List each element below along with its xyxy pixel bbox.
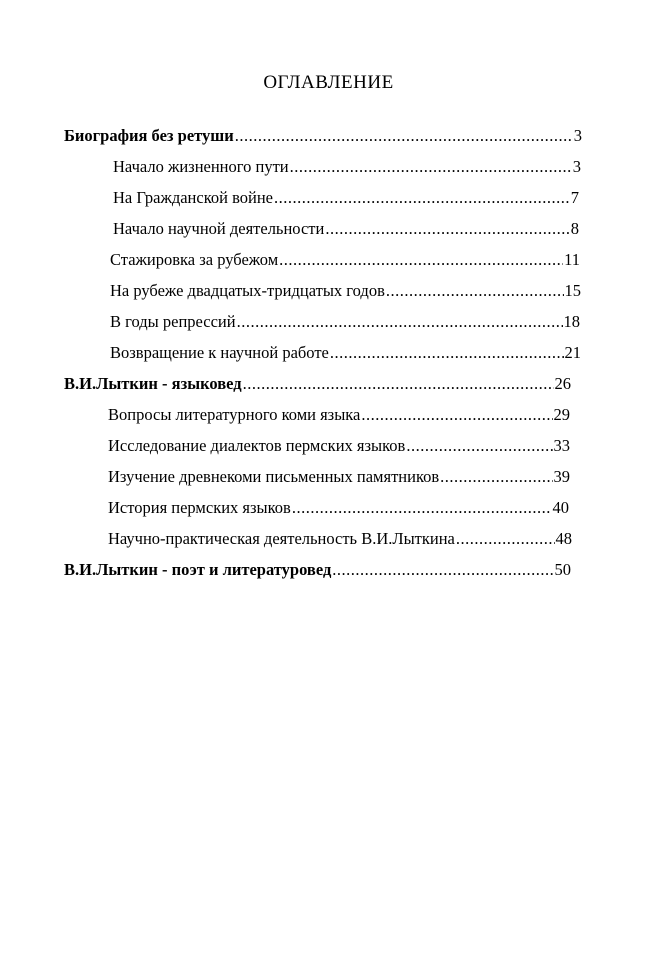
toc-entry — [108, 467, 570, 487]
toc-entry — [108, 529, 572, 549]
page-title: ОГЛАВЛЕНИЕ — [263, 72, 394, 93]
toc-leader-dots — [235, 126, 573, 146]
toc-entry-label: Исследование диалектов пермских языков — [108, 436, 406, 455]
toc-entry — [110, 250, 580, 270]
toc-leader-dots — [440, 467, 552, 487]
toc-leader-dots — [386, 281, 564, 301]
toc-entry-label: Изучение древнекоми письменных памятников — [108, 467, 440, 486]
toc-entry — [64, 126, 582, 146]
toc-leader-dots — [243, 374, 554, 394]
toc-entry-page: 50 — [554, 560, 571, 579]
toc-leader-dots — [237, 312, 563, 332]
toc-entry — [113, 188, 579, 208]
toc-entry-label: В.И.Лыткин - поэт и литературовед — [64, 560, 332, 579]
toc-entry-page: 3 — [572, 157, 581, 176]
toc-entry-page: 7 — [570, 188, 579, 207]
toc-leader-dots — [406, 436, 552, 456]
toc-entry-page: 11 — [564, 250, 580, 269]
toc-entry — [110, 312, 580, 332]
toc-entry-label: Возвращение к научной работе — [110, 343, 329, 362]
toc-leader-dots — [325, 219, 569, 239]
toc-entry — [64, 374, 571, 394]
toc-entry — [113, 157, 581, 177]
toc-entry-page: 26 — [554, 374, 571, 393]
toc-entry-label: Начало научной деятельности — [113, 219, 325, 238]
toc-leader-dots — [290, 157, 572, 177]
toc-leader-dots — [279, 250, 563, 270]
toc-entry — [113, 219, 579, 239]
toc-entry-page: 15 — [564, 281, 581, 300]
toc-entry — [110, 281, 581, 301]
toc-entry-page: 3 — [573, 126, 582, 145]
toc-leader-dots — [274, 188, 570, 208]
toc-entry-label: В годы репрессий — [110, 312, 236, 331]
toc-entry — [64, 560, 571, 580]
toc-entry-label: Начало жизненного пути — [113, 157, 289, 176]
toc-leader-dots — [332, 560, 553, 580]
toc-entry-page: 29 — [553, 405, 570, 424]
toc-leader-dots — [292, 498, 552, 518]
toc-entry-label: Биография без ретуши — [64, 126, 234, 145]
toc-entry-page: 33 — [553, 436, 570, 455]
toc-entry-page: 48 — [555, 529, 572, 548]
toc-leader-dots — [330, 343, 564, 363]
toc-entry-label: Стажировка за рубежом — [110, 250, 279, 269]
toc-entry-page: 21 — [564, 343, 581, 362]
toc-entry — [108, 436, 570, 456]
toc-entry-label: Научно-практическая деятельность В.И.Лыткина — [108, 529, 455, 548]
toc-entry-label: На Гражданской войне — [113, 188, 274, 207]
toc-entry-page: 8 — [570, 219, 579, 238]
toc-entry — [108, 498, 569, 518]
toc-entry-label: На рубеже двадцатых-тридцатых годов — [110, 281, 385, 300]
toc-entry — [108, 405, 570, 425]
toc-entry — [110, 343, 581, 363]
toc-leader-dots — [456, 529, 555, 549]
toc-entry-label: В.И.Лыткин - языковед — [64, 374, 242, 393]
toc-leader-dots — [361, 405, 552, 425]
toc-entry-label: История пермских языков — [108, 498, 291, 517]
toc-entry-page: 40 — [552, 498, 569, 517]
toc-entry-page: 39 — [553, 467, 570, 486]
toc-entry-page: 18 — [563, 312, 580, 331]
toc-entry-label: Вопросы литературного коми языка — [108, 405, 361, 424]
